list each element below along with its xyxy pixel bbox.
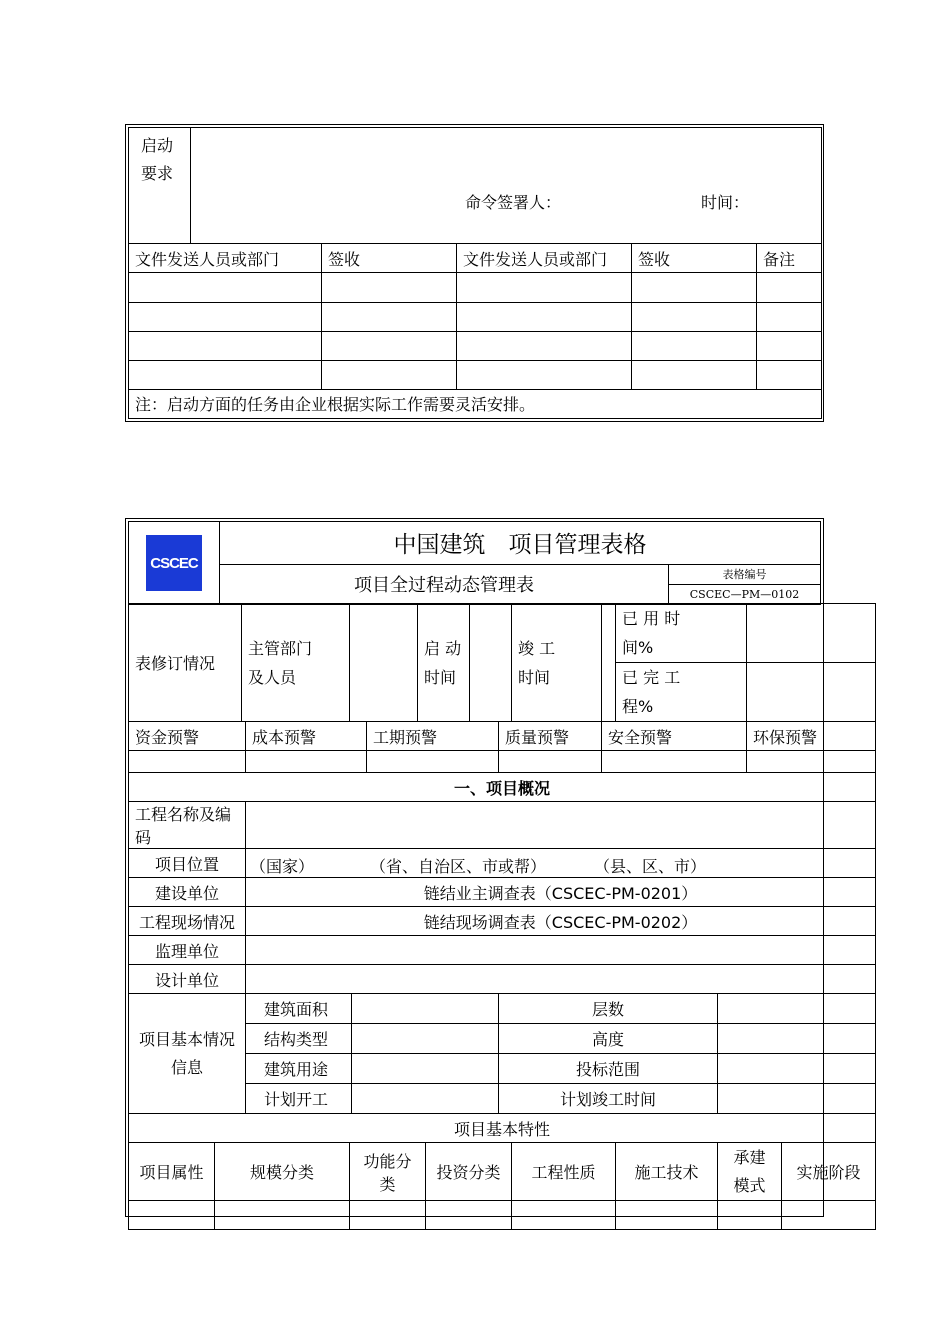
char-construction-tech: 施工技术 <box>616 1143 718 1201</box>
planned-finish-label: 计划竣工时间 <box>499 1084 718 1114</box>
header-sender-2: 文件发送人员或部门 <box>457 244 632 273</box>
planned-finish-value[interactable] <box>718 1084 876 1114</box>
schedule-warning-label: 工期预警 <box>367 722 499 751</box>
table-cell[interactable] <box>632 360 757 389</box>
table-cell[interactable] <box>426 1201 512 1230</box>
height-value[interactable] <box>718 1024 876 1054</box>
startup-note: 注：启动方面的任务由企业根据实际工作需要灵活安排。 <box>129 389 822 418</box>
table-cell[interactable] <box>616 1201 718 1230</box>
table-cell[interactable] <box>512 1201 616 1230</box>
site-condition-link[interactable]: 链结现场调查表（CSCEC-PM-0202） <box>246 907 876 936</box>
owner-label: 建设单位 <box>129 878 246 907</box>
characteristics-title: 项目基本特性 <box>129 1114 876 1143</box>
char-contract-mode: 承建 模式 <box>718 1143 782 1201</box>
location-province: （省、自治区、市或帮） <box>370 857 547 876</box>
table-cell[interactable] <box>246 751 367 773</box>
planned-start-value[interactable] <box>352 1084 499 1114</box>
char-investment-class: 投资分类 <box>426 1143 512 1201</box>
used-time-label: 已 用 时 间% <box>616 604 747 663</box>
table-cell[interactable] <box>129 751 246 773</box>
table-cell[interactable] <box>457 302 632 331</box>
structure-type-value[interactable] <box>352 1024 499 1054</box>
characteristics-values-row <box>129 1201 876 1230</box>
floors-value[interactable] <box>718 994 876 1024</box>
table-cell[interactable] <box>129 302 322 331</box>
location-value[interactable] <box>246 849 876 878</box>
completed-value[interactable] <box>747 663 876 722</box>
table-cell[interactable] <box>718 1201 782 1230</box>
design-label: 设计单位 <box>129 965 246 994</box>
project-management-form <box>125 603 861 1217</box>
safety-warning-label: 安全预警 <box>602 722 747 751</box>
dept-value[interactable] <box>350 604 418 722</box>
table-cell[interactable] <box>457 331 632 360</box>
header-sender-1: 文件发送人员或部门 <box>129 244 322 273</box>
table-cell[interactable] <box>457 360 632 389</box>
table-cell[interactable] <box>602 751 747 773</box>
owner-link[interactable]: 链结业主调查表（CSCEC-PM-0201） <box>246 878 876 907</box>
char-phase: 实施阶段 <box>782 1143 876 1201</box>
table-cell[interactable] <box>129 331 322 360</box>
cost-warning-label: 成本预警 <box>246 722 367 751</box>
table-cell[interactable] <box>632 331 757 360</box>
supervision-label: 监理单位 <box>129 936 246 965</box>
table-cell[interactable] <box>129 1201 215 1230</box>
table-cell[interactable] <box>632 273 757 302</box>
building-area-value[interactable] <box>352 994 499 1024</box>
location-country: （国家） <box>250 857 315 876</box>
height-label: 高度 <box>499 1024 718 1054</box>
bid-scope-label: 投标范围 <box>499 1054 718 1084</box>
structure-type-label: 结构类型 <box>246 1024 352 1054</box>
location-county: （县、区、市） <box>594 857 707 876</box>
completed-label: 已 完 工 程% <box>616 663 747 722</box>
project-name-label: 工程名称及编码 <box>129 802 246 849</box>
table-cell[interactable] <box>757 360 822 389</box>
table-row <box>129 360 822 389</box>
site-condition-label: 工程现场情况 <box>129 907 246 936</box>
table-cell[interactable] <box>757 331 822 360</box>
floors-label: 层数 <box>499 994 718 1024</box>
startup-table <box>125 124 824 422</box>
used-time-value[interactable] <box>747 604 876 663</box>
start-time-label: 启 动 时间 <box>418 604 470 722</box>
environment-warning-label: 环保预警 <box>747 722 876 751</box>
bid-scope-value[interactable] <box>718 1054 876 1084</box>
table-cell[interactable] <box>215 1201 350 1230</box>
company-title: 中国建筑 项目管理表格 <box>220 522 821 565</box>
supervision-value[interactable] <box>246 936 876 965</box>
table-cell[interactable] <box>499 751 602 773</box>
header-remark: 备注 <box>757 244 822 273</box>
table-row <box>129 273 822 302</box>
cscec-logo <box>129 522 220 605</box>
building-area-label: 建筑面积 <box>246 994 352 1024</box>
overview-section-title: 一、项目概况 <box>129 773 876 802</box>
table-cell[interactable] <box>322 302 457 331</box>
cscec-logo-icon: CSCEC <box>146 535 202 591</box>
table-cell[interactable] <box>129 273 322 302</box>
char-function-class: 功能分类 <box>350 1143 426 1201</box>
finish-time-label: 竣 工 时间 <box>512 604 602 722</box>
basic-info-label: 项目基本情况 信息 <box>129 994 246 1114</box>
quality-warning-label: 质量预警 <box>499 722 602 751</box>
form-number: CSCEC—PM—0102 <box>669 584 821 604</box>
dept-label: 主管部门 及人员 <box>242 604 350 722</box>
table-cell[interactable] <box>322 331 457 360</box>
building-use-value[interactable] <box>352 1054 499 1084</box>
form-title: 项目全过程动态管理表 <box>220 564 669 605</box>
building-use-label: 建筑用途 <box>246 1054 352 1084</box>
table-row <box>129 331 822 360</box>
char-scale-class: 规模分类 <box>215 1143 350 1201</box>
table-cell[interactable] <box>757 273 822 302</box>
signer-label: 命令签署人： <box>465 193 562 212</box>
table-cell[interactable] <box>747 751 876 773</box>
startup-requirement-content[interactable] <box>191 128 822 244</box>
table-cell[interactable] <box>129 360 322 389</box>
table-cell[interactable] <box>457 273 632 302</box>
start-time-value[interactable] <box>470 604 512 722</box>
finish-time-value[interactable] <box>602 604 616 722</box>
table-cell[interactable] <box>632 302 757 331</box>
char-project-nature: 工程性质 <box>512 1143 616 1201</box>
planned-start-label: 计划开工 <box>246 1084 352 1114</box>
header-receipt-2: 签收 <box>632 244 757 273</box>
table-cell[interactable] <box>350 1201 426 1230</box>
form-number-label: 表格编号 <box>669 564 821 584</box>
form-header <box>125 518 824 604</box>
startup-requirement-label: 启动 要求 <box>129 128 191 244</box>
table-cell[interactable] <box>322 273 457 302</box>
funding-warning-label: 资金预警 <box>129 722 246 751</box>
revision-label: 表修订情况 <box>129 604 242 722</box>
table-cell[interactable] <box>322 360 457 389</box>
project-name-value[interactable] <box>246 802 876 849</box>
char-project-attribute: 项目属性 <box>129 1143 215 1201</box>
table-row <box>129 302 822 331</box>
table-cell[interactable] <box>367 751 499 773</box>
time-label: 时间： <box>701 193 750 212</box>
warning-values-row <box>129 751 876 773</box>
table-cell[interactable] <box>782 1201 876 1230</box>
design-value[interactable] <box>246 965 876 994</box>
table-cell[interactable] <box>757 302 822 331</box>
header-receipt-1: 签收 <box>322 244 457 273</box>
location-label: 项目位置 <box>129 849 246 878</box>
